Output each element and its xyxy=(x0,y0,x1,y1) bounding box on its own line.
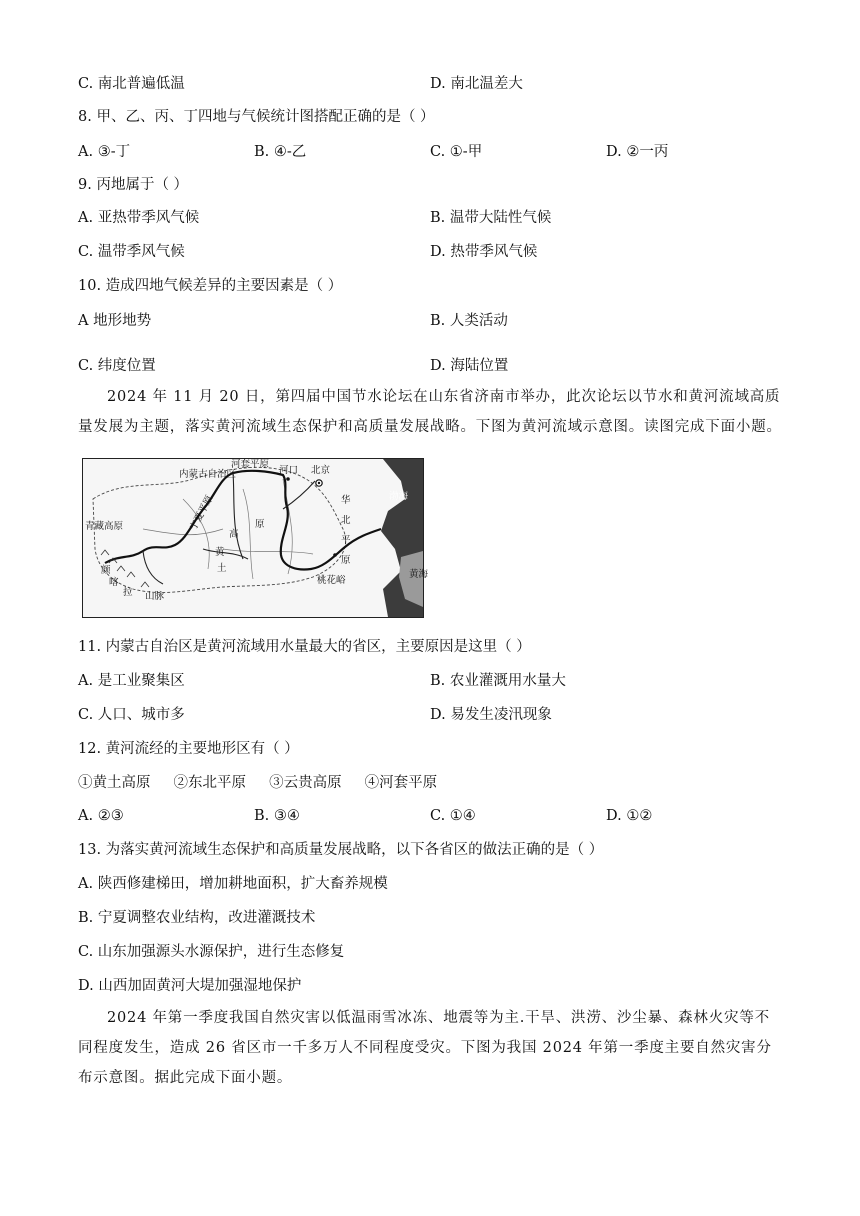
passage-natural-disasters: 2024 年第一季度我国自然灾害以低温雨雪冰冻、地震等为主.干旱、洪涝、沙尘暴、森林火灾等不同程度发生，造成 26 省区市一千多万人不同程度受灾。下图为我国 2024 年第一季度主要自然灾害分布示意图。据此完成下面小题。 xyxy=(78,1010,772,1086)
label-loess-tu: 土 xyxy=(217,563,227,574)
label-huabei-yuan: 原 xyxy=(341,555,351,566)
q9-option-d: D. 热带季风气候 xyxy=(430,244,538,260)
label-ningxia-plain: 宁夏平原 xyxy=(187,493,216,533)
q13-option-a: A. 陕西修建梯田，增加耕地面积，扩大畜养规模 xyxy=(78,876,388,892)
label-hetao-plain: 河套平原 xyxy=(231,459,270,470)
q7-option-d: D. 南北温差大 xyxy=(430,76,523,92)
q11-option-c: C. 人口、城市多 xyxy=(78,707,185,723)
label-beijing: 北京 xyxy=(311,465,331,476)
yellow-river-basin-map xyxy=(82,458,429,618)
yellow-river-mainstream xyxy=(105,471,381,570)
label-bayan-3: 拉 xyxy=(123,587,133,598)
q9-stem: 9. 丙地属于（ ） xyxy=(78,177,189,193)
q13-option-b: B. 宁夏调整农业结构，改进灌溉技术 xyxy=(78,910,316,926)
q10-option-d: D. 海陆位置 xyxy=(430,358,509,374)
q13-option-c: C. 山东加强源头水源保护，进行生态修复 xyxy=(78,944,345,960)
q8-option-c: C. ①-甲 xyxy=(430,144,483,160)
q13-option-d: D. 山西加固黄河大堤加强湿地保护 xyxy=(78,978,302,994)
q10-option-b: B. 人类活动 xyxy=(430,313,508,329)
q13-stem: 13. 为落实黄河流域生态保护和高质量发展战略，以下各省区的做法正确的是（ ） xyxy=(78,842,604,858)
label-taohuayu: 桃花峪 xyxy=(317,575,346,586)
q9-option-b: B. 温带大陆性气候 xyxy=(430,210,552,226)
q12-option-d: D. ①② xyxy=(606,808,653,824)
label-huabei-ping: 平 xyxy=(341,535,351,546)
label-shanmai: 山脉 xyxy=(145,591,165,602)
q10-option-a: A 地形地势 xyxy=(78,313,152,329)
q9-option-c: C. 温带季风气候 xyxy=(78,244,185,260)
q11-option-a: A. 是工业聚集区 xyxy=(78,673,185,689)
hekou-marker xyxy=(286,477,290,481)
label-bohai: 渤海 xyxy=(389,491,409,502)
q11-option-d: D. 易发生凌汛现象 xyxy=(430,707,552,723)
q12-stem: 12. 黄河流经的主要地形区有（ ） xyxy=(78,741,299,757)
q8-option-a: A. ③-丁 xyxy=(78,144,131,160)
q11-option-b: B. 农业灌溉用水量大 xyxy=(430,673,566,689)
q12-option-a: A. ②③ xyxy=(78,808,124,824)
q9-option-a: A. 亚热带季风气候 xyxy=(78,210,200,226)
q10-stem: 10. 造成四地气候差异的主要因素是（ ） xyxy=(78,278,343,294)
label-inner-mongolia: 内蒙古自治区 xyxy=(179,469,237,480)
q12-items: ①黄土高原 ②东北平原 ③云贵高原 ④河套平原 xyxy=(78,775,438,791)
label-hekou: 河口 xyxy=(279,465,299,476)
q8-option-b: B. ④-乙 xyxy=(254,144,307,160)
taohuayu-marker xyxy=(333,553,337,557)
q10-option-c: C. 纬度位置 xyxy=(78,358,156,374)
q8-option-d: D. ②一丙 xyxy=(606,144,669,160)
label-yellow-sea: 黄海 xyxy=(409,569,429,580)
label-huabei-hua: 华 xyxy=(341,495,351,506)
label-loess-gao: 高 xyxy=(229,529,239,540)
label-bayan-1: 颜 xyxy=(101,565,111,576)
q12-option-c: C. ①④ xyxy=(430,808,476,824)
q7-option-c: C. 南北普遍低温 xyxy=(78,76,185,92)
label-loess-huang: 黄 xyxy=(215,547,225,558)
label-huabei-bei: 北 xyxy=(341,515,351,526)
label-loess-yuan: 原 xyxy=(255,519,265,530)
passage-yellow-river: 2024 年 11 月 20 日，第四届中国节水论坛在山东省济南市举办，此次论坛以节水和黄河流域高质量发展为主题，落实黄河流域生态保护和高质量发展战略。下图为黄河流域示意图。读图完成下面小题。 xyxy=(78,389,782,435)
label-qinghai-tibet-plateau: 青藏高原 xyxy=(85,521,124,532)
q11-stem: 11. 内蒙古自治区是黄河流域用水量最大的省区，主要原因是这里（ ） xyxy=(78,639,531,655)
label-bayan-2: 喀 xyxy=(109,577,119,588)
q12-option-b: B. ③④ xyxy=(254,808,300,824)
q8-stem: 8. 甲、乙、丙、丁四地与气候统计图搭配正确的是（ ） xyxy=(78,109,435,125)
